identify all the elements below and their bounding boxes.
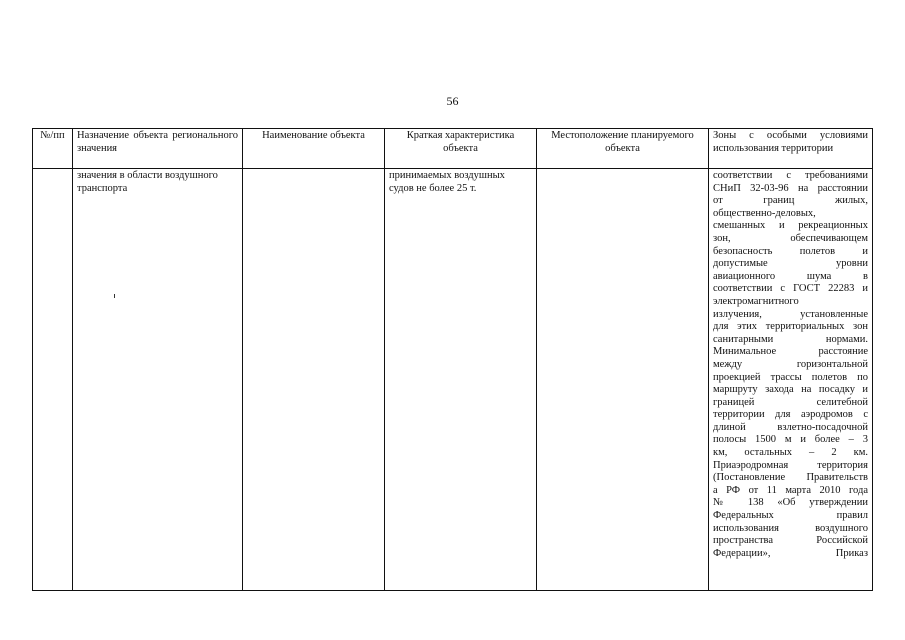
zones-line: № 138 «Об утверждении [713,497,868,509]
zones-line: смешанных и рекреационных [713,220,868,232]
zones-line: границей селитебной [713,396,868,408]
zones-line: полосы 1500 м и более – 3 [713,434,868,446]
zones-line: СНиП 32-03-96 на расстоянии [713,182,868,194]
zones-line: Федерации», Приказ [713,547,868,559]
header-name: Наименование объекта [243,129,385,169]
zones-line: проекцией трассы полетов по [713,371,868,383]
page-number: 56 [446,94,459,108]
zones-line: территории для аэродромов с [713,409,868,421]
zones-line: Минимальное расстояние [713,346,868,358]
zones-line: км, остальных – 2 км. [713,447,868,459]
cell-zones [709,169,873,591]
cell-location [537,169,709,591]
table-row [33,169,873,591]
cell-purpose: значения в области воздушного транспорта [73,169,243,591]
cell-characteristic: принимаемых воздушных судов не более 25 т. [385,169,537,591]
zones-line: для этих территориальных зон [713,321,868,333]
scan-artifact-mark [114,294,115,298]
zones-line: зон, обеспечивающем [713,232,868,244]
zones-line: соответствии с требованиями [713,170,868,181]
zones-line: общественно-деловых, [713,207,816,219]
header-characteristic: Краткая характеристика объекта [385,129,537,169]
object-table [32,128,873,591]
cell-number [33,169,73,591]
zones-line: электромагнитного [713,295,799,307]
zones-line: между горизонтальной [713,358,868,370]
header-zones: Зоны с особыми условиями использования территории [709,129,873,169]
zones-line: использования воздушного [713,522,868,534]
zones-line: а РФ от 11 марта 2010 года [713,484,868,496]
zones-line: длиной взлетно-посадочной [713,421,868,433]
zones-line: от границ жилых, [713,195,868,207]
header-purpose: Назначение объекта регионального значения [73,129,243,169]
zones-line: Приаэродромная территория [713,459,868,471]
table-header-row [33,129,873,169]
zones-line: пространства Российской [713,535,868,547]
zones-line: соответствии с ГОСТ 22283 и [713,283,868,295]
zones-line: излучения, установленные [713,308,868,320]
zones-line: (Постановление Правительств [713,472,868,484]
zones-line: допустимые уровни [713,258,868,270]
zones-line: безопасность полетов и [713,245,868,257]
zones-line: авиационного шума в [713,270,868,282]
header-location: Местоположение планируемого объекта [537,129,709,169]
zones-line: санитарными нормами. [713,333,868,345]
zones-line: Федеральных правил [713,510,868,522]
cell-name [243,169,385,591]
header-number: №/пп [33,129,73,169]
zones-line: маршруту захода на посадку и [713,384,868,396]
